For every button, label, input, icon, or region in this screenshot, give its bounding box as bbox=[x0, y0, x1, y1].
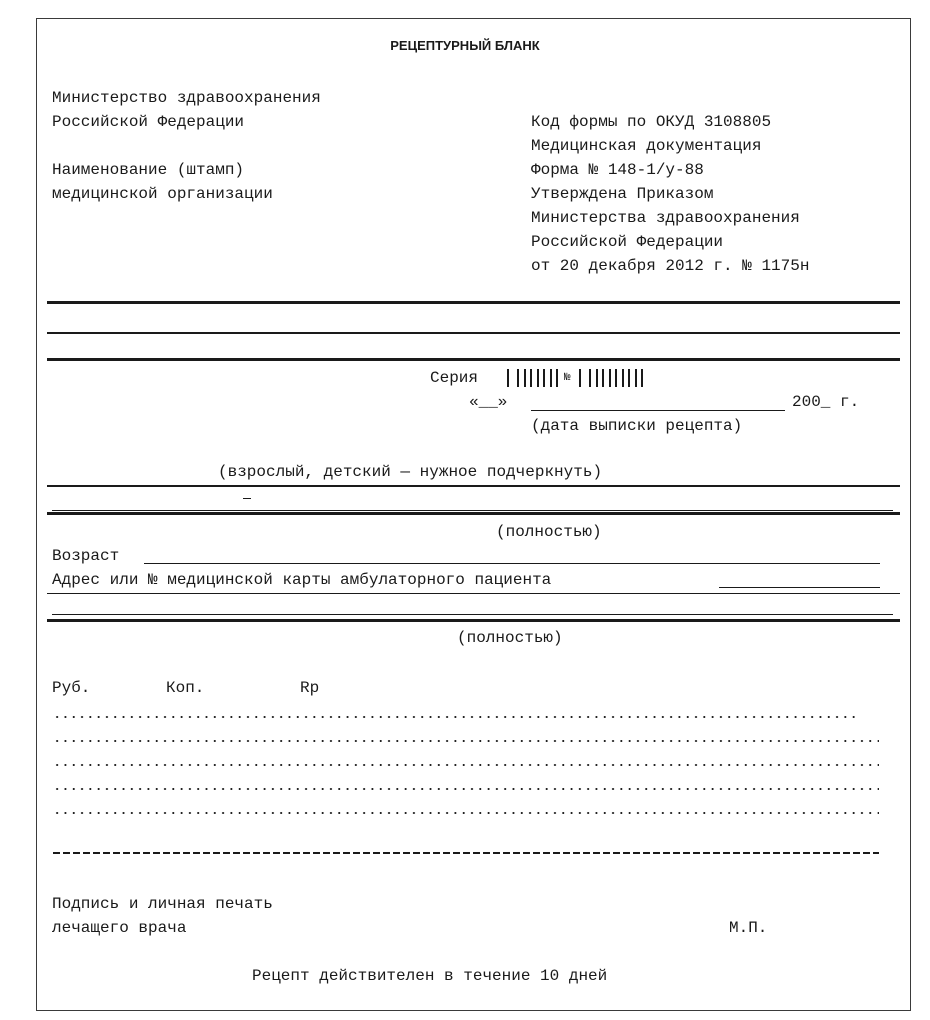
stamp-label: М.П. bbox=[729, 919, 768, 937]
prescription-line[interactable] bbox=[53, 811, 879, 815]
divider-line bbox=[47, 619, 900, 622]
approved-by: Утверждена Приказом bbox=[531, 185, 714, 203]
prescription-line[interactable] bbox=[53, 715, 856, 719]
approved-ministry: Министерства здравоохранения bbox=[531, 209, 800, 227]
number-label: № bbox=[564, 372, 571, 384]
organization-stamp-line1: Наименование (штамп) bbox=[52, 161, 245, 179]
date-year: 200_ г. bbox=[792, 393, 860, 411]
age-category-hint: (взрослый, детский — нужное подчеркнуть) bbox=[218, 463, 603, 481]
prescription-line[interactable] bbox=[53, 739, 879, 743]
blank-line bbox=[47, 332, 900, 334]
divider-line bbox=[47, 593, 900, 594]
divider-line bbox=[47, 358, 900, 361]
validity-note: Рецепт действителен в течение 10 дней bbox=[252, 967, 608, 985]
rp-label: Rp bbox=[300, 679, 320, 697]
prescription-line[interactable] bbox=[53, 763, 879, 767]
dashed-divider bbox=[53, 852, 879, 854]
okud-code: Код формы по ОКУД 3108805 bbox=[531, 113, 772, 131]
divider-line bbox=[47, 301, 900, 304]
organization-stamp-line2: медицинской организации bbox=[52, 185, 273, 203]
date-hint: (дата выписки рецепта) bbox=[531, 417, 743, 435]
age-label: Возраст bbox=[52, 547, 120, 565]
address-field[interactable] bbox=[719, 587, 880, 588]
series-field[interactable] bbox=[507, 369, 651, 387]
kop-label: Коп. bbox=[166, 679, 205, 697]
date-day: «__» bbox=[469, 393, 508, 411]
age-field[interactable] bbox=[144, 563, 880, 564]
form-number: Форма № 148-1/у-88 bbox=[531, 161, 704, 179]
signature-label-line2: лечащего врача bbox=[52, 919, 187, 937]
ministry-line2: Российской Федерации bbox=[52, 113, 245, 131]
doctor-name-hint: (полностью) bbox=[457, 629, 563, 647]
rub-label: Руб. bbox=[52, 679, 91, 697]
address-label: Адрес или № медицинской карты амбулаторного пациента bbox=[52, 571, 552, 589]
prescription-line[interactable] bbox=[53, 787, 879, 791]
doctor-name-field[interactable] bbox=[52, 614, 893, 615]
date-field[interactable] bbox=[531, 410, 785, 411]
signature-label-line1: Подпись и личная печать bbox=[52, 895, 273, 913]
order-date: от 20 декабря 2012 г. № 1175н bbox=[531, 257, 810, 275]
series-label: Серия bbox=[430, 369, 479, 387]
form-title: РЕЦЕПТУРНЫЙ БЛАНК bbox=[390, 38, 540, 53]
ministry-line1: Министерство здравоохранения bbox=[52, 89, 321, 107]
dash-mark bbox=[243, 498, 251, 499]
divider-line bbox=[47, 485, 900, 487]
divider-line bbox=[47, 512, 900, 515]
approved-federation: Российской Федерации bbox=[531, 233, 724, 251]
patient-name-field[interactable] bbox=[52, 510, 893, 511]
medical-documentation: Медицинская документация bbox=[531, 137, 762, 155]
patient-name-hint: (полностью) bbox=[496, 523, 602, 541]
